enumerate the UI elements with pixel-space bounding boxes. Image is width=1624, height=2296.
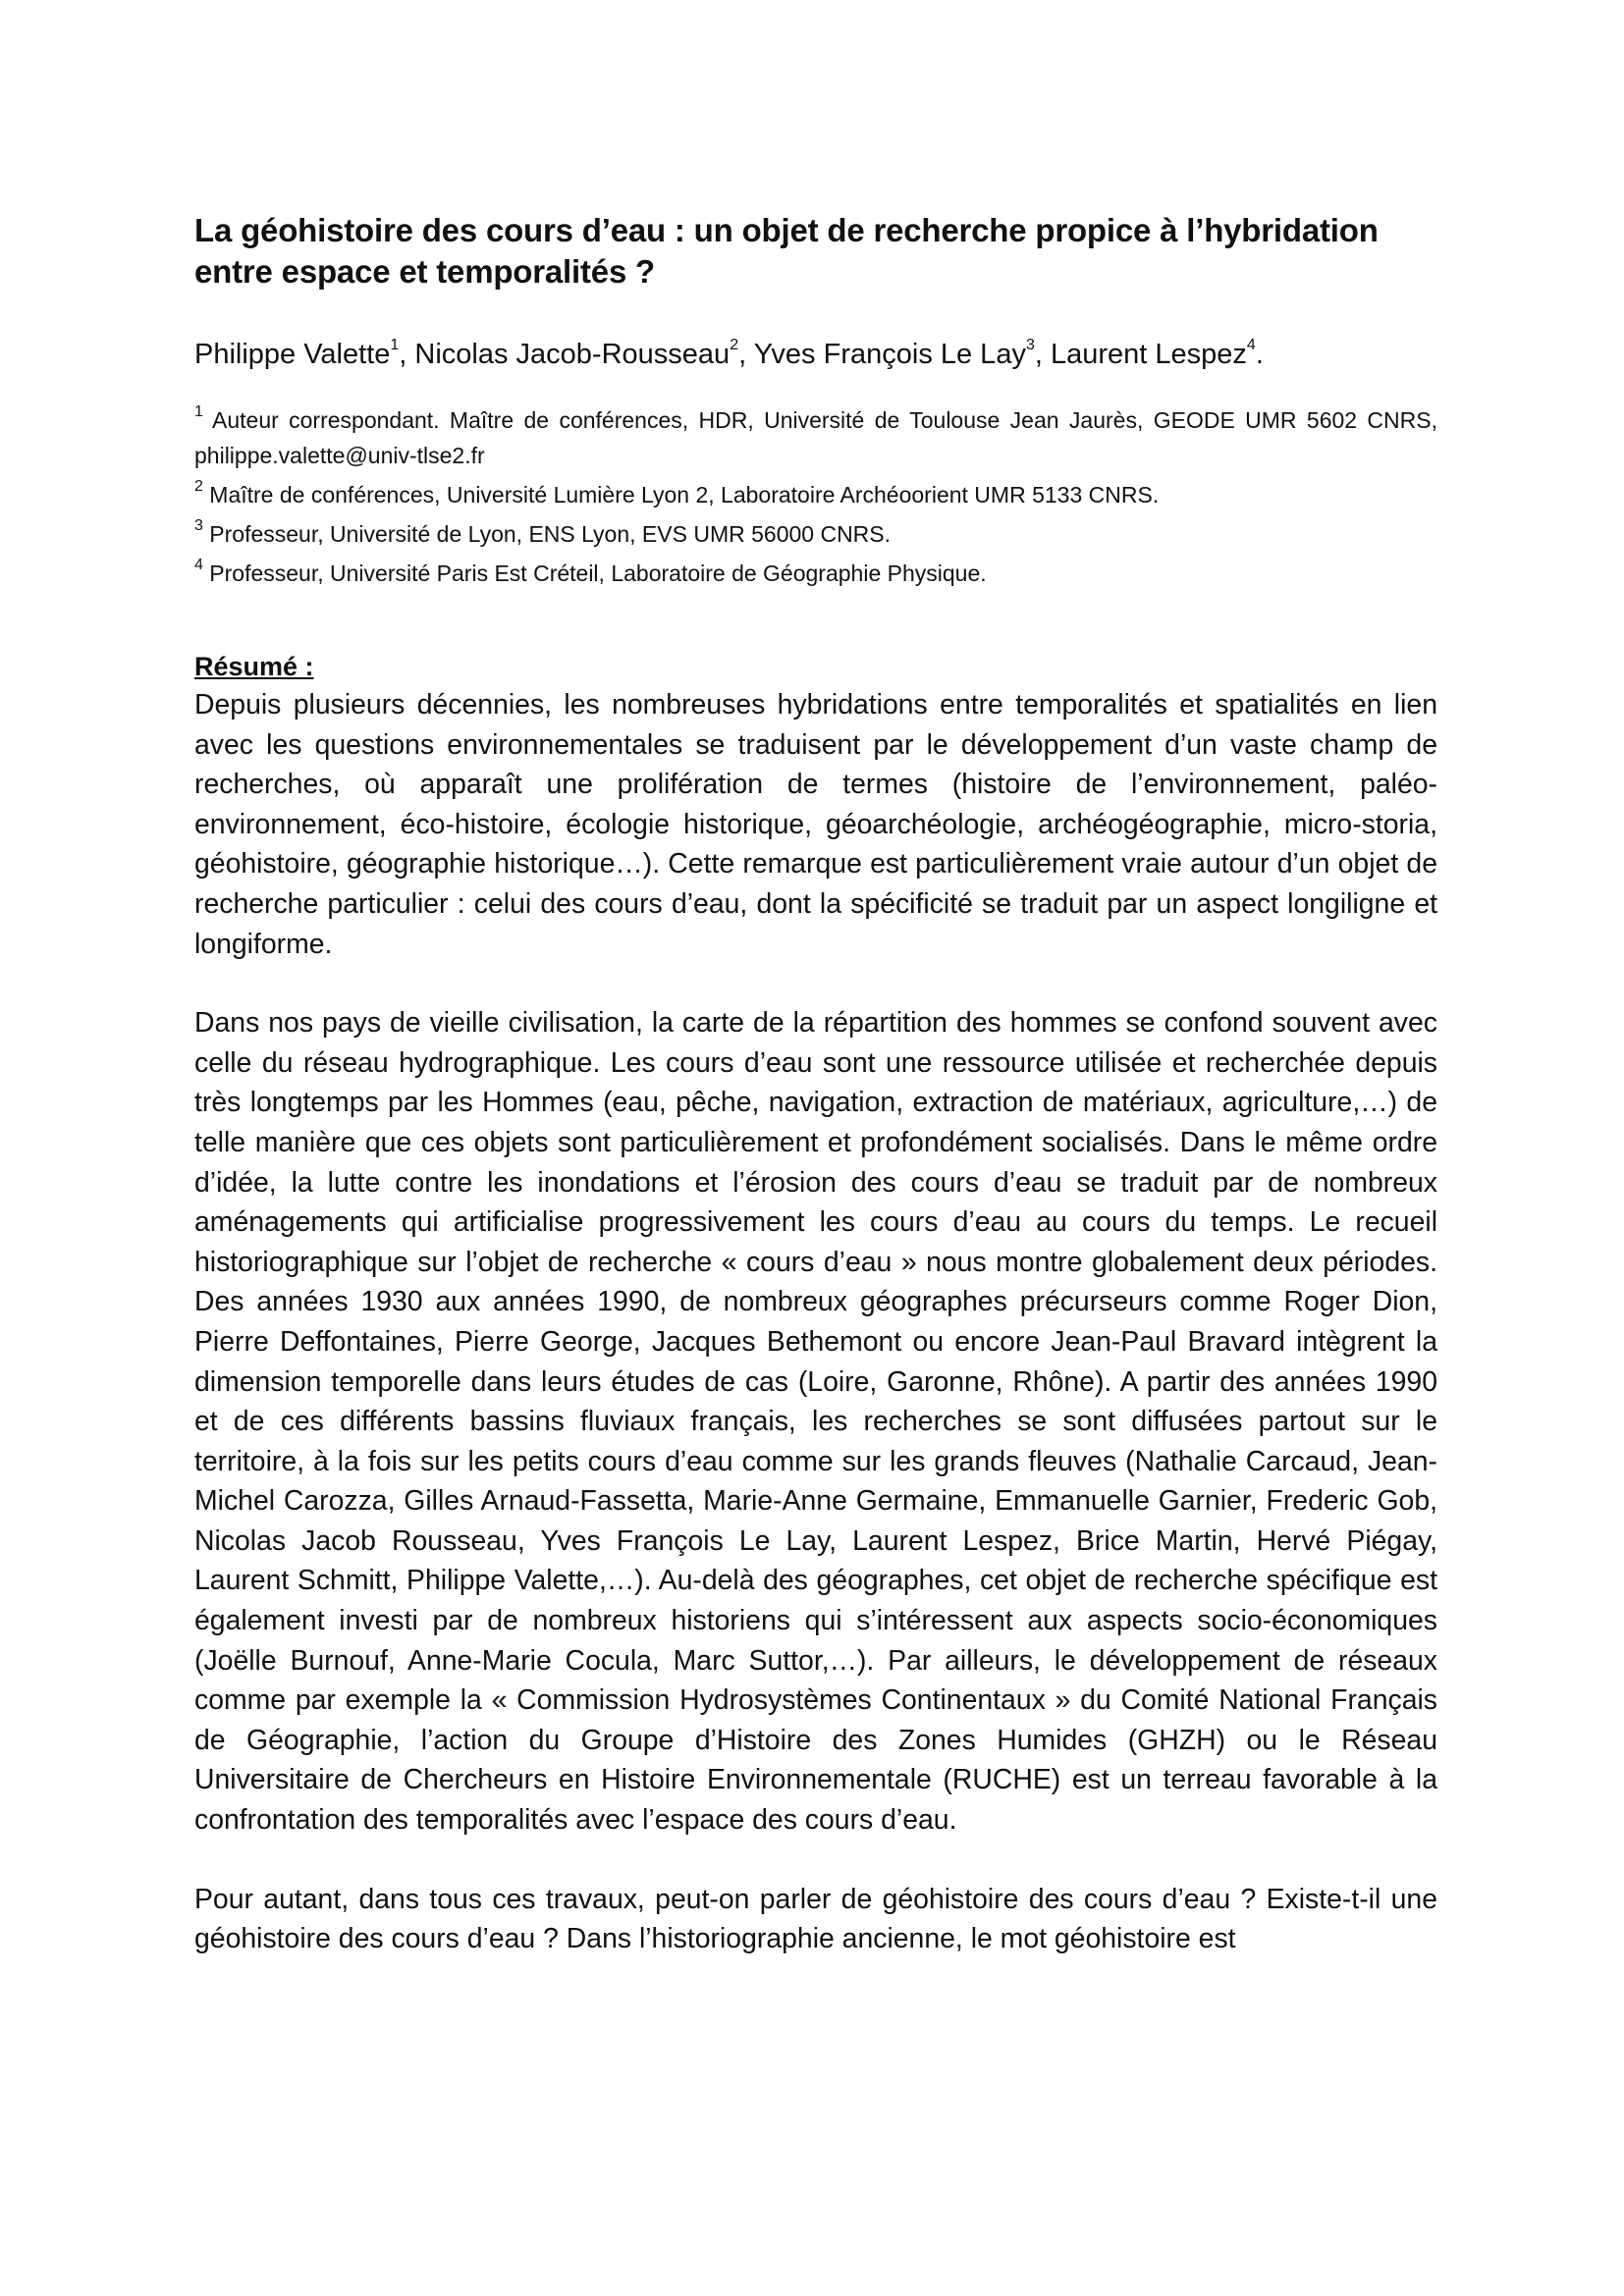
affiliation-item: [194, 556, 1437, 591]
affiliation-item: [194, 516, 1437, 552]
author-affiliation-marker: 2: [730, 337, 739, 354]
abstract-paragraph: Depuis plusieurs décennies, les nombreuses hybridations entre temporalités et spatialités en lien avec les questions environnementales se traduisent par le développement d’un vaste champ de recherches, où apparaît une prolifération de termes (histoire de l’environnement, paléo-environnement, éco-histoire, écologie historique, géoarchéologie, archéogéographie, micro-storia, géohistoire, géographie historique…). Cette remarque est particulièrement vraie autour d’un objet de recherche particulier : celui des cours d’eau, dont la spécificité se traduit par un aspect longiligne et longiforme.: [194, 689, 1437, 960]
author-affiliation-marker: 1: [390, 337, 400, 354]
affiliation-text: Professeur, Université Paris Est Créteil, Laboratoire de Géographie Physique.: [202, 561, 987, 586]
affiliation-number: 3: [194, 517, 203, 535]
paragraph-spacer: [194, 964, 1437, 1003]
affiliation-number: 4: [194, 557, 203, 574]
author-separator: ,: [1034, 339, 1051, 370]
page-content: [194, 210, 1437, 1959]
author-name: Laurent Lespez: [1050, 339, 1247, 370]
author-name: Nicolas Jacob-Rousseau: [414, 339, 731, 370]
author-line: [194, 336, 1437, 373]
affiliation-item: [194, 477, 1437, 512]
affiliation-text: Professeur, Université de Lyon, ENS Lyon, EVS UMR 56000 CNRS.: [202, 521, 892, 547]
author-name: Philippe Valette: [194, 339, 391, 370]
abstract-heading: Résumé :: [194, 652, 314, 681]
author-affiliation-marker: 3: [1025, 337, 1035, 354]
affiliation-item: [194, 402, 1437, 473]
affiliation-number: 2: [194, 478, 203, 496]
paragraph-spacer: [194, 1841, 1437, 1880]
affiliation-number: 1: [194, 403, 203, 421]
abstract-paragraph: Pour autant, dans tous ces travaux, peut-on parler de géohistoire des cours d’eau ? Existe-t-il une géohistoire des cours d’eau ? Dans l’historiographie ancienne, le mot géohistoire est: [194, 1883, 1437, 1955]
document-title: La géohistoire des cours d’eau : un objet de recherche propice à l’hybridation entre espace et temporalités ?: [194, 212, 1379, 290]
author-separator: ,: [399, 339, 415, 370]
affiliation-text: Auteur correspondant. Maître de conférences, HDR, Université de Toulouse Jean Jaurès, GEODE UMR 5602 CNRS, philippe.valette@univ-tlse2.fr: [194, 407, 1437, 468]
author-affiliation-marker: 4: [1246, 337, 1256, 354]
author-name: Yves François Le Lay: [753, 339, 1026, 370]
author-separator: .: [1255, 339, 1264, 370]
abstract-paragraph: Dans nos pays de vieille civilisation, la carte de la répartition des hommes se confond souvent avec celle du réseau hydrographique. Les cours d’eau sont une ressource utilisée et recherchée depuis très longtemps par les Hommes (eau, pêche, navigation, extraction de matériaux, agriculture,…) de telle manière que ces objets sont particulièrement et profondément socialisés. Dans le même ordre d’idée, la lutte contre les inondations et l’érosion des cours d’eau se traduit par de nombreux aménagements qui artificialise progressivement les cours d’eau au cours du temps. Le recueil historiographique sur l’objet de recherche « cours d’eau » nous montre globalement deux périodes. Des années 1930 aux années 1990, de nombreux géographes précurseurs comme Roger Dion, Pierre Deffontaines, Pierre George, Jacques Bethemont ou encore Jean-Paul Bravard intègrent la dimension temporelle dans leurs études de cas (Loire, Garonne, Rhône). A partir des années 1990 et de ces différents bassins fluviaux français, les recherches se sont diffusées partout sur le territoire, à la fois sur les petits cours d’eau comme sur les grands fleuves (Nathalie Carcaud, Jean-Michel Carozza, Gilles Arnaud-Fassetta, Marie-Anne Germaine, Emmanuelle Garnier, Frederic Gob, Nicolas Jacob Rousseau, Yves François Le Lay, Laurent Lespez, Brice Martin, Hervé Piégay, Laurent Schmitt, Philippe Valette,…). Au-delà des géographes, cet objet de recherche spécifique est également investi par de nombreux historiens qui s’intéressent aux aspects socio-économiques (Joëlle Burnouf, Anne-Marie Cocula, Marc Suttor,…). Par ailleurs, le développement de réseaux comme par exemple la « Commission Hydrosystèmes Continentaux » du Comité National Français de Géographie, l’action du Groupe d’Histoire des Zones Humides (GHZH) ou le Réseau Universitaire de Chercheurs en Histoire Environnementale (RUCHE) est un terreau favorable à la confrontation des temporalités avec l’espace des cours d’eau.: [194, 1007, 1437, 1837]
affiliation-text: Maître de conférences, Université Lumière Lyon 2, Laboratoire Archéoorient UMR 5133 CNRS.: [202, 482, 1160, 507]
author-separator: ,: [738, 339, 754, 370]
affiliations-list: [194, 402, 1437, 591]
